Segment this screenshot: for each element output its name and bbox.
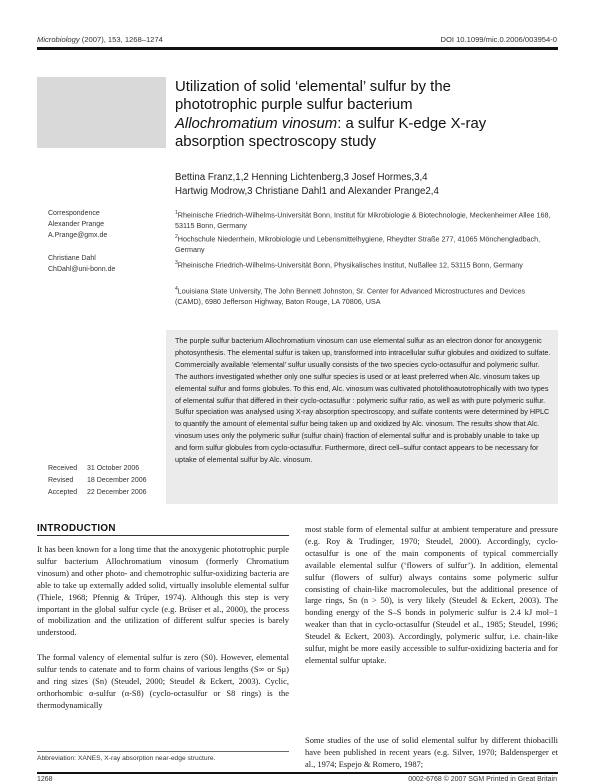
title-line: absorption spectroscopy study — [175, 134, 377, 151]
abbreviation-footnote: Abbreviation: XANES, X-ray absorption near-edge structure. — [37, 755, 216, 762]
affiliation — [175, 232, 555, 255]
affiliation-text: Louisiana State University, The John Bennett Johnston, Sr. Center for Advanced Microstructures and Devices (CAMD), 6980 Jefferson Highway, Baton Rouge, LA 70806, USA — [175, 286, 526, 307]
intro-paragraph: The formal valency of elemental sulfur is zero (S0). However, elemental sulfur tends to catenate and to form chains of various lengths (S∞ or Sμ) and ring sizes (Sn) (Steudel, 2000; Steudel & Eckert, 2003). Cyclic, orthorhombic α-sulfur (α-S8) (cyclo-octasulfur or S8 rings) is the thermodynamically — [37, 652, 289, 710]
title-line: phototrophic purple sulfur bacterium — [175, 97, 413, 114]
title-line-rest: : a sulfur K-edge X-ray — [337, 115, 487, 132]
correspondence-email[interactable]: A.Prange@gmx.de — [48, 232, 108, 239]
doi[interactable]: DOI 10.1099/mic.0.2006/003954-0 — [440, 35, 557, 44]
title-line: Utilization of solid ‘elemental’ sulfur by the — [175, 79, 451, 95]
affiliation — [175, 208, 555, 231]
affiliation-text: Rheinische Friedrich-Wilhelms-Universität Bonn, Institut für Mikrobiologie & Biotechnologie, Meckenheimer Allee 168, 53115 Bonn, Germany — [175, 210, 551, 231]
revised-label: Revised — [48, 477, 74, 484]
abstract: The purple sulfur bacterium Allochromatium vinosum can use elemental sulfur as an electron donor for anoxygenic photosynthesis. The elemental sulfur is taken up, transformed into intracellular sulfur globules and oxidized to sulfate. Commercially available ‘elemental’ sulfur usually consists of the two species cyclo-octasulfur and polymeric sulfur. The authors investigated whether only one sulfur species is used or at least preferred when Alc. vinosum takes up elemental sulfur and forms globules. To this end, Alc. vinosum was cultivated photolithoautotrophically with two types of elemental sulfur that differed in their cyclo-octasulfur : polymeric sulfur ratio, as well as with pure polymeric sulfur. Sulfur speciation was analysed using X-ray absorption spectroscopy, and sulfate contents were determined by HPLC to quantify the amount of elemental sulfur being taken up and oxidized by Alc. vinosum. The results show that Alc. vinosum uses only the polymeric sulfur (sulfur chain) fraction of elemental sulfur and is probably unable to take up and form sulfur globules from cyclo-octasulfur. Furthermore, direct cell–sulfur contact appears to be necessary for uptake of elemental sulfur by Alc. vinosum. — [175, 336, 551, 465]
section-heading: INTRODUCTION — [37, 523, 116, 534]
footnote-rule — [37, 751, 289, 752]
organism-name: Allochromatium vinosum — [175, 115, 338, 132]
accepted-label: Accepted — [48, 489, 78, 496]
intro-paragraph: It has been known for a long time that the anoxygenic phototrophic purple sulfur bacterium Allochromatium vinosum (formerly Chromatium vinosum) and other photo- and chemotrophic sulfur-oxidizing bacteria are able to take up externally added solid, virtually insoluble elemental sulfur (Thiele, 1968; Pfennig & Trüper, 1974). Although this step is very important in the global sulfur cycle (e.g. Brüser et al., 2000), the process of mobilization and the utilization of different sulfur species is barely understood. — [37, 544, 289, 638]
received-label: Received — [48, 465, 78, 472]
received-date: 31 October 2006 — [87, 465, 140, 472]
intro-paragraph: Some studies of the use of solid elemental sulfur by different thiobacilli have been published in recent years (e.g. Silver, 1970; Baldensperger et al., 1974; Espejo & Romero, 1987; — [305, 735, 558, 769]
correspondence-email[interactable]: ChDahl@uni-bonn.de — [48, 266, 116, 273]
accepted-date: 22 December 2006 — [87, 489, 147, 496]
author-list — [175, 171, 555, 198]
correspondence-name: Alexander Prange — [48, 221, 105, 228]
citation: (2007), 153, 1268–1274 — [81, 35, 163, 44]
revised-date: 18 December 2006 — [87, 477, 147, 484]
affiliation-text: Hochschule Niederrhein, Mikrobiologie und Lebensmittelhygiene, Rheydter Straße 277, 41065 Mönchengladbach, Germany — [175, 234, 541, 255]
footer-rule — [37, 772, 558, 774]
footer-publisher: 0002-6768 © 2007 SGM Printed in Great Britain — [408, 776, 557, 782]
intro-paragraph: most stable form of elemental sulfur at ambient temperature and pressure (e.g. Roy & Trudinger, 1970; Steudel, 2000). Accordingly, cyclo-octasulfur is one of the main components of typical commercially available elemental sulfur (‘flowers of sulfur’). In addition, elemental sulfur (flowers of sulfur) always contains some polymeric sulfur consisting of chain-like macromolecules, but the additional presence of large rings, Sn (n > 50), is very likely (Steudel & Eckert, 2003). The bonding energy of the S–S bonds in polymeric sulfur is 2.4 kJ mol−1 weaker than that in cyclo-octasulfur (Steudel et al., 1985; Steudel, 1996; Steudel & Eckert, 2003). Accordingly, polymeric sulfur, i.e. chain-like sulfur, might be more easily accessible to sulfur-oxidizing bacteria and for elemental sulfur uptake. — [305, 524, 558, 665]
author-line: Hartwig Modrow,3 Christiane Dahl1 and Alexander Prange2,4 — [175, 185, 439, 197]
corner-band — [37, 77, 166, 148]
affiliation-number: 4 — [175, 286, 178, 292]
affiliation-number: 1 — [175, 210, 178, 216]
author-line: Bettina Franz,1,2 Henning Lichtenberg,3 Josef Hormes,3,4 — [175, 172, 428, 183]
section-rule — [37, 535, 289, 536]
affiliation-text: Rheinische Friedrich-Wilhelms-Universität Bonn, Physikalisches Institut, Nußallee 12, 53115 Bonn, Germany — [177, 260, 523, 270]
page-number: 1268 — [37, 776, 53, 782]
correspondence-name: Christiane Dahl — [48, 255, 96, 262]
journal-name: Microbiology — [37, 35, 80, 44]
affiliation — [175, 258, 555, 270]
article-title — [175, 78, 555, 152]
title-line — [175, 115, 555, 133]
affiliation-number: 3 — [175, 260, 178, 266]
correspondence-heading: Correspondence — [48, 210, 100, 217]
affiliation — [175, 284, 555, 307]
running-header-left — [37, 35, 163, 44]
header-rule — [37, 47, 558, 50]
affiliation-number: 2 — [175, 234, 178, 240]
